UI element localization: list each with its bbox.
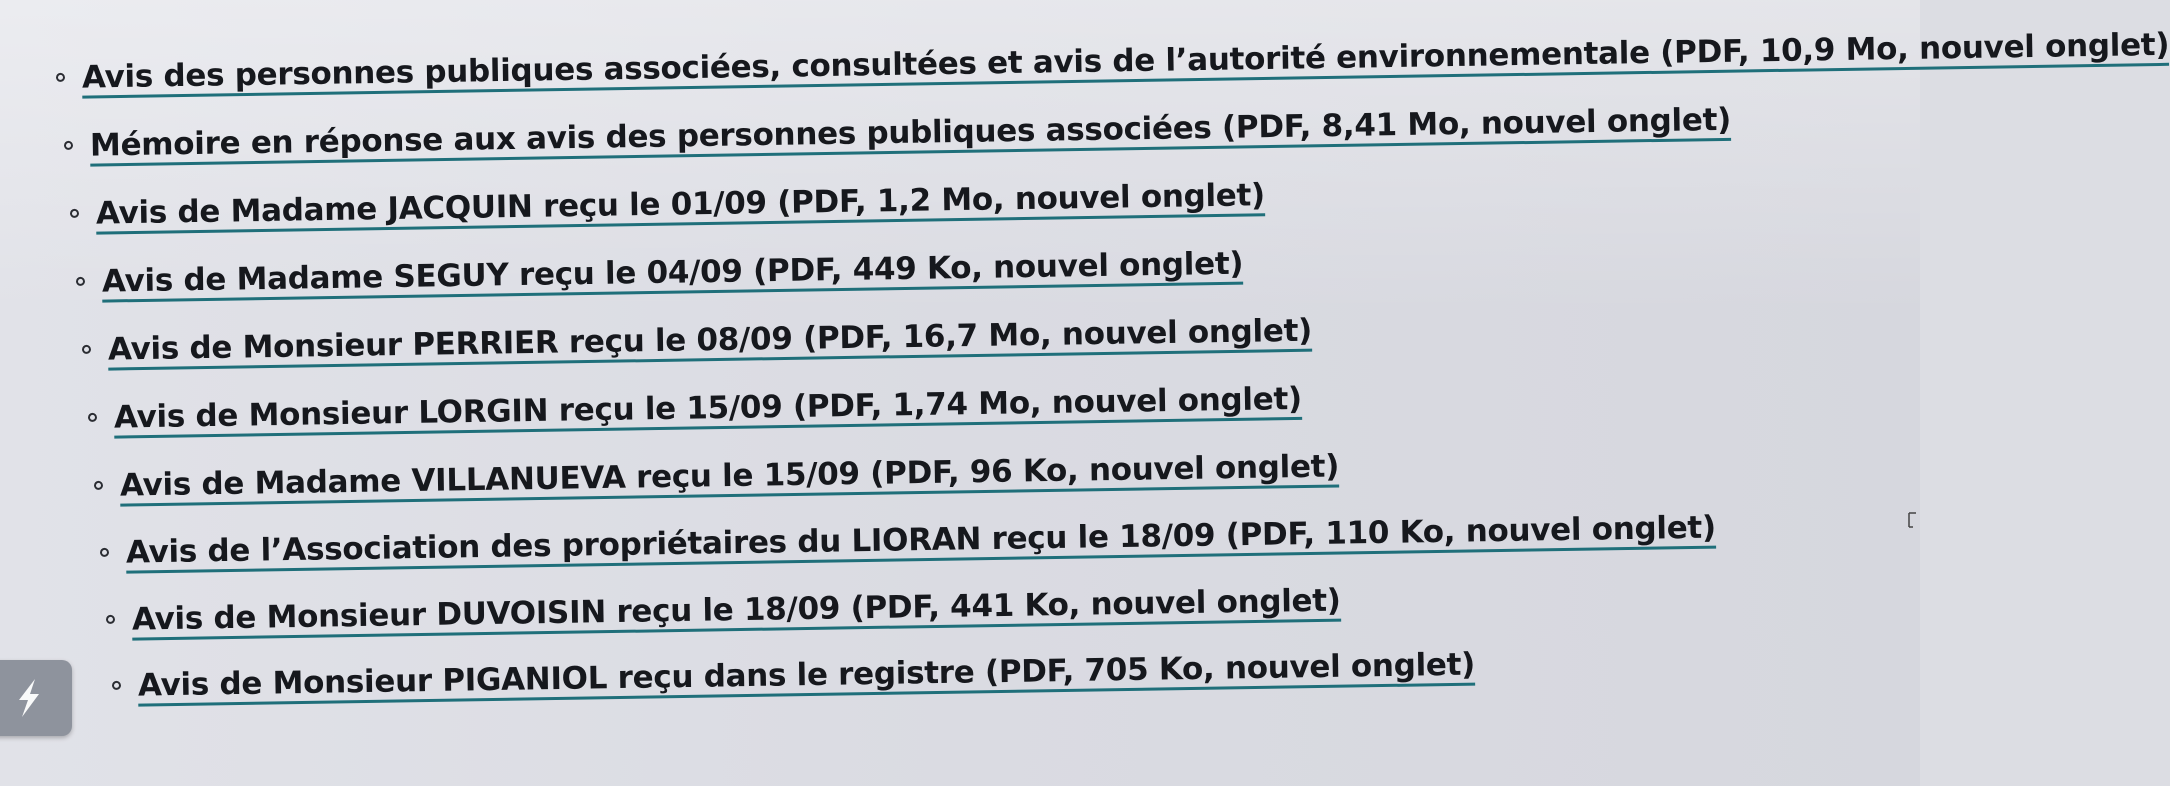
floating-action-button[interactable]: [0, 660, 72, 736]
text-cursor-icon: [1908, 512, 1918, 528]
lightning-icon: [9, 676, 49, 720]
document-link[interactable]: Mémoire en réponse aux avis des personnes publiques associées (PDF, 8,41 Mo, nouvel onglet): [90, 102, 1732, 167]
list-item: [94, 448, 1340, 504]
document-link[interactable]: Avis de Monsieur PIGANIOL reçu dans le registre (PDF, 705 Ko, nouvel onglet): [138, 647, 1476, 707]
bullet-icon: [112, 681, 121, 690]
bullet-icon: [82, 345, 91, 354]
document-link[interactable]: Avis de Monsieur PERRIER reçu le 08/09 (PDF, 16,7 Mo, nouvel onglet): [108, 313, 1313, 371]
document-link[interactable]: Avis de Madame VILLANUEVA reçu le 15/09 (PDF, 96 Ko, nouvel onglet): [120, 448, 1340, 506]
list-item: [76, 246, 1244, 300]
list-item: [88, 381, 1302, 436]
list-item: [100, 510, 1716, 571]
list-item: [106, 583, 1341, 638]
document-link[interactable]: Avis de l’Association des propriétaires du LIORAN reçu le 18/09 (PDF, 110 Ko, nouvel onglet): [126, 510, 1716, 574]
bullet-icon: [76, 277, 85, 286]
bullet-icon: [70, 209, 79, 218]
bullet-icon: [106, 615, 115, 624]
bullet-icon: [88, 413, 97, 422]
document-link[interactable]: Avis des personnes publiques associées, consultées et avis de l’autorité environnementale (PDF, 10,9 Mo, nouvel onglet): [82, 27, 2170, 99]
document-link[interactable]: Avis de Madame JACQUIN reçu le 01/09 (PDF, 1,2 Mo, nouvel onglet): [96, 177, 1265, 234]
bullet-icon: [94, 481, 103, 490]
bullet-icon: [64, 141, 73, 150]
list-item: [70, 177, 1265, 232]
list-item: [82, 313, 1313, 368]
list-item: [112, 647, 1476, 704]
document-link[interactable]: Avis de Madame SEGUY reçu le 04/09 (PDF, 449 Ko, nouvel onglet): [102, 246, 1244, 303]
list-item: [64, 102, 1732, 164]
bullet-icon: [100, 548, 109, 557]
list-item: [56, 27, 2170, 96]
document-link[interactable]: Avis de Monsieur LORGIN reçu le 15/09 (PDF, 1,74 Mo, nouvel onglet): [114, 381, 1302, 439]
document-link[interactable]: Avis de Monsieur DUVOISIN reçu le 18/09 (PDF, 441 Ko, nouvel onglet): [132, 583, 1341, 641]
bullet-icon: [56, 73, 65, 82]
